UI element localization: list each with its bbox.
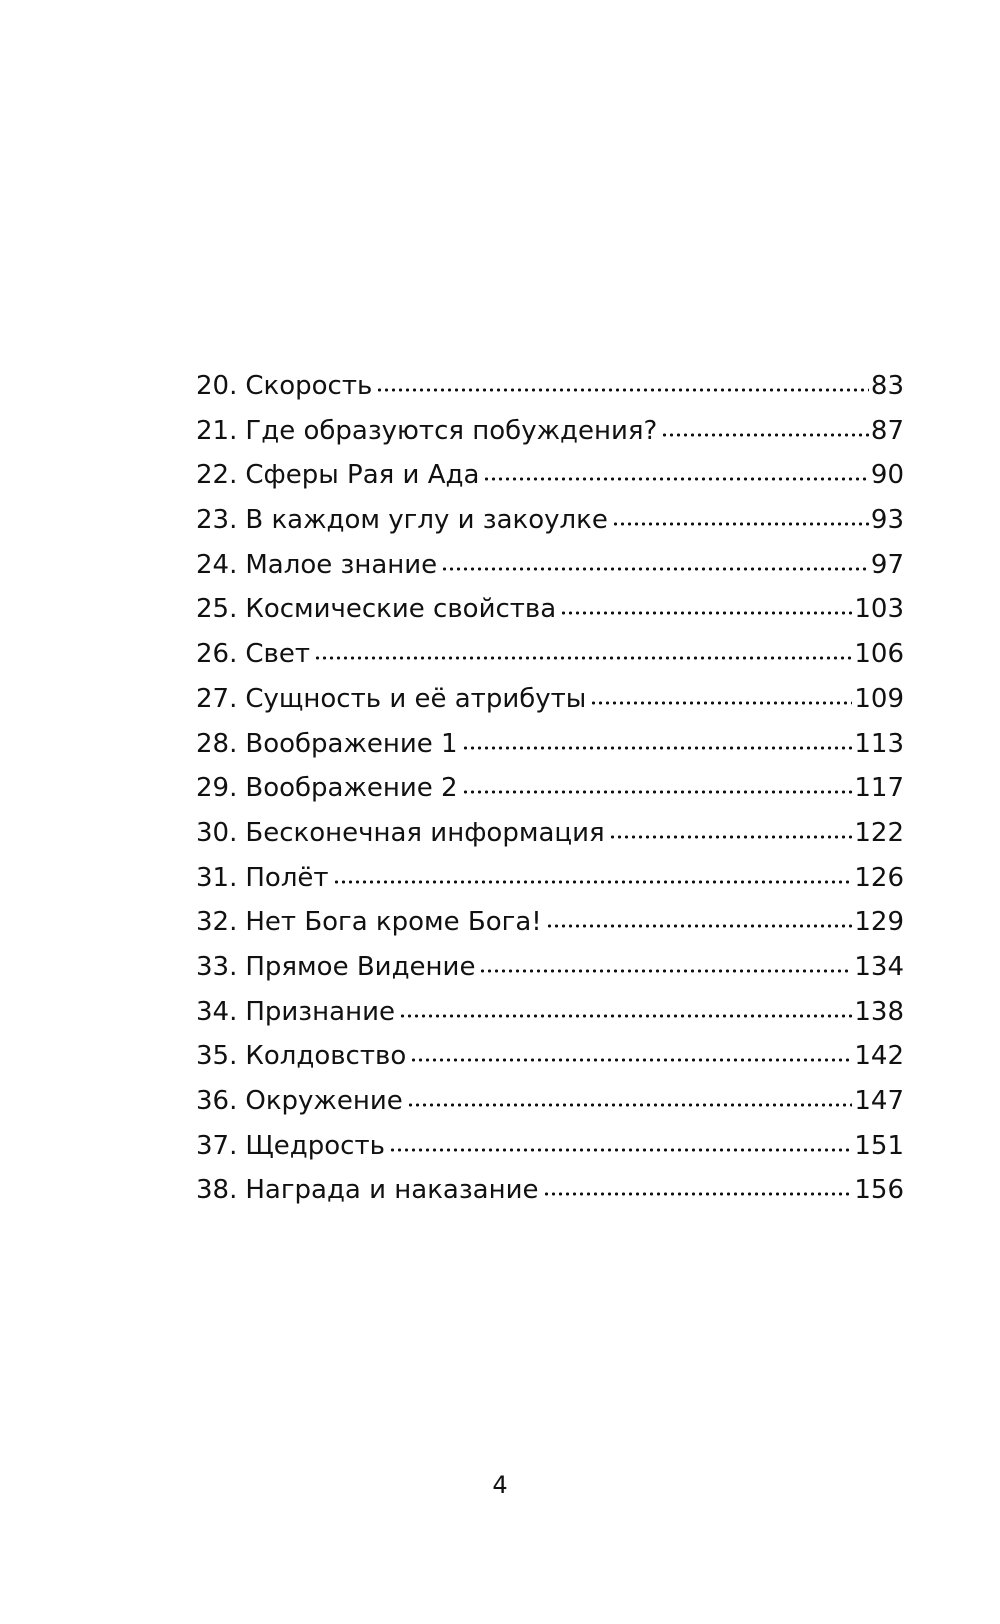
entry-title: Бесконечная информация xyxy=(245,817,605,848)
entry-number: 29. xyxy=(196,773,238,804)
entry-number: 36. xyxy=(196,1086,238,1116)
toc-entry[interactable] xyxy=(196,543,904,588)
entry-number: 35. xyxy=(196,1041,238,1072)
entry-title: Полёт xyxy=(245,862,329,893)
toc-entry[interactable] xyxy=(196,364,904,409)
dot-leader xyxy=(376,386,869,394)
dot-leader xyxy=(543,1190,853,1198)
dot-leader xyxy=(399,1012,852,1020)
dot-leader xyxy=(546,922,853,930)
entry-title: Свет xyxy=(245,639,310,670)
entry-number: 28. xyxy=(196,728,238,759)
entry-number: 34. xyxy=(196,996,238,1027)
entry-number: 26. xyxy=(196,639,238,670)
entry-title: Скорость xyxy=(245,371,373,401)
entry-title: Щедрость xyxy=(245,1130,385,1161)
toc-entry[interactable] xyxy=(196,677,904,722)
entry-page: 103 xyxy=(854,594,904,625)
entry-number: 27. xyxy=(196,683,238,714)
entry-page: 87 xyxy=(870,415,904,446)
toc-entry[interactable] xyxy=(196,587,904,632)
toc-entry[interactable] xyxy=(196,990,904,1035)
dot-leader xyxy=(483,475,868,483)
entry-page: 109 xyxy=(854,683,904,714)
entry-title: Признание xyxy=(245,996,395,1027)
dot-leader xyxy=(333,878,853,886)
entry-number: 25. xyxy=(196,594,238,625)
entry-number: 37. xyxy=(196,1130,238,1161)
dot-leader xyxy=(661,431,869,439)
toc-entry[interactable] xyxy=(196,945,904,990)
dot-leader xyxy=(462,744,853,752)
entry-title: Нет Бога кроме Бога! xyxy=(245,907,542,938)
entry-page: 151 xyxy=(854,1130,904,1161)
entry-page: 97 xyxy=(870,549,904,580)
entry-number: 24. xyxy=(196,549,238,580)
entry-page: 122 xyxy=(854,817,904,848)
toc-entry[interactable] xyxy=(196,900,904,945)
toc-entry[interactable] xyxy=(196,811,904,856)
entry-page: 126 xyxy=(854,862,904,893)
entry-page: 142 xyxy=(854,1041,904,1072)
entry-page: 113 xyxy=(854,728,904,759)
toc-entry[interactable] xyxy=(196,856,904,901)
toc-entry[interactable] xyxy=(196,498,904,543)
entry-title: В каждом углу и закоулке xyxy=(245,505,608,536)
entry-page: 117 xyxy=(854,773,904,804)
toc-entry[interactable] xyxy=(196,1124,904,1169)
entry-title: Сущность и её атрибуты xyxy=(245,683,587,714)
entry-number: 23. xyxy=(196,505,238,536)
toc-entry[interactable] xyxy=(196,453,904,498)
entry-page: 83 xyxy=(870,371,904,401)
dot-leader xyxy=(479,967,852,975)
entry-title: Где образуются побуждения? xyxy=(245,415,658,446)
dot-leader xyxy=(560,609,852,617)
dot-leader xyxy=(407,1101,853,1109)
entry-page: 147 xyxy=(854,1086,904,1116)
entry-title: Малое знание xyxy=(245,549,438,580)
entry-title: Награда и наказание xyxy=(245,1175,539,1206)
dot-leader xyxy=(389,1146,852,1154)
entry-page: 93 xyxy=(870,505,904,536)
dot-leader xyxy=(462,788,853,796)
table-of-contents xyxy=(196,364,904,1213)
dot-leader xyxy=(590,699,852,707)
dot-leader xyxy=(410,1056,852,1064)
entry-title: Окружение xyxy=(245,1086,403,1116)
entry-title: Космические свойства xyxy=(245,594,557,625)
entry-page: 156 xyxy=(854,1175,904,1206)
entry-title: Воображение 1 xyxy=(245,728,458,759)
entry-page: 134 xyxy=(854,951,904,982)
entry-title: Колдовство xyxy=(245,1041,407,1072)
toc-entry[interactable] xyxy=(196,409,904,454)
entry-page: 138 xyxy=(854,996,904,1027)
entry-number: 32. xyxy=(196,907,238,938)
entry-title: Сферы Рая и Ада xyxy=(245,460,480,491)
entry-number: 30. xyxy=(196,817,238,848)
entry-number: 21. xyxy=(196,415,238,446)
entry-number: 22. xyxy=(196,460,238,491)
entry-number: 38. xyxy=(196,1175,238,1206)
entry-page: 90 xyxy=(870,460,904,491)
dot-leader xyxy=(441,565,869,573)
entry-page: 106 xyxy=(854,639,904,670)
dot-leader xyxy=(609,833,853,841)
entry-title: Прямое Видение xyxy=(245,951,476,982)
entry-number: 31. xyxy=(196,862,238,893)
toc-entry[interactable] xyxy=(196,1034,904,1079)
entry-number: 20. xyxy=(196,371,238,401)
dot-leader xyxy=(314,654,852,662)
toc-entry[interactable] xyxy=(196,722,904,767)
toc-entry[interactable] xyxy=(196,632,904,677)
toc-entry[interactable] xyxy=(196,766,904,811)
entry-title: Воображение 2 xyxy=(245,773,458,804)
entry-page: 129 xyxy=(854,907,904,938)
toc-entry[interactable] xyxy=(196,1079,904,1124)
dot-leader xyxy=(612,520,869,528)
toc-entry[interactable] xyxy=(196,1168,904,1213)
page-number: 4 xyxy=(492,1471,508,1499)
entry-number: 33. xyxy=(196,951,238,982)
